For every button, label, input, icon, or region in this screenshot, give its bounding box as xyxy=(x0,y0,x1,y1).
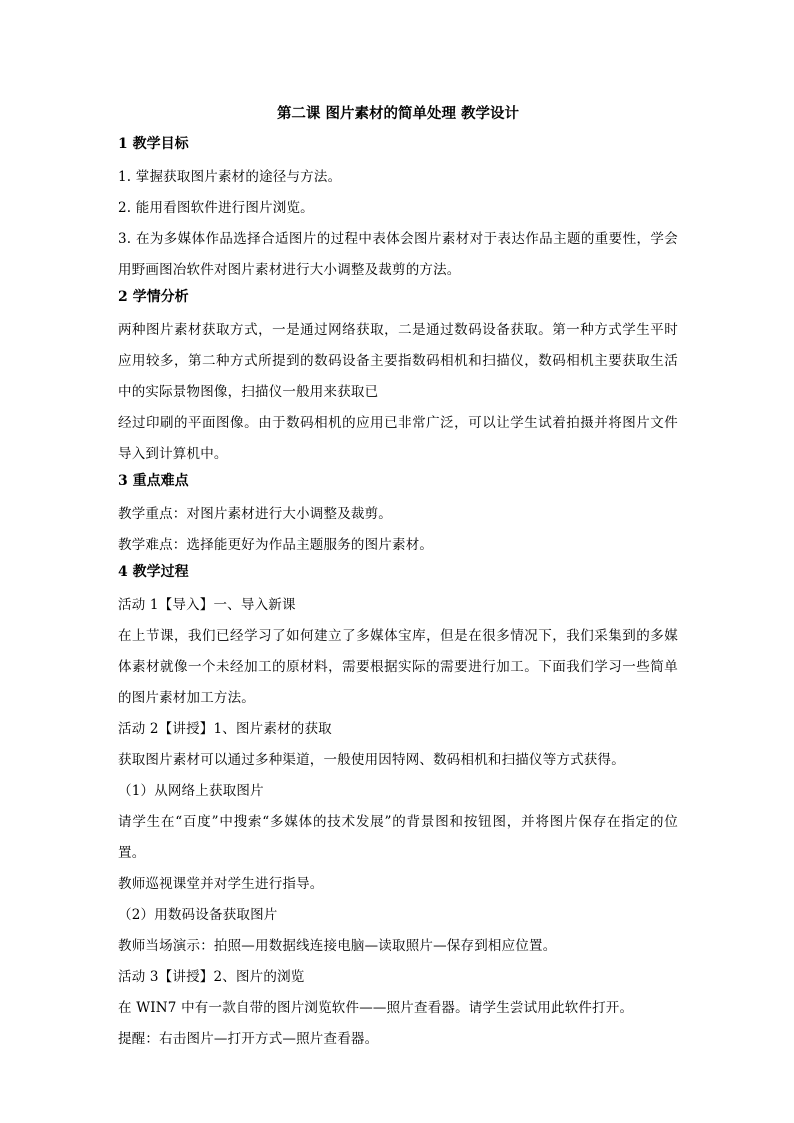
section-learner-analysis xyxy=(118,286,678,470)
section-heading: 3 重点难点 xyxy=(118,473,189,489)
paragraph: 活动 1【导入】一、导入新课 xyxy=(118,597,296,613)
paragraph: 3. 在为多媒体作品选择合适图片的过程中表体会图片素材对于表达作品主题的重要性，学会用野画图冶软件对图片素材进行大小调整及裁剪的方法。 xyxy=(118,231,678,278)
paragraph: 两种图片素材获取方式，一是通过网络获取，二是通过数码设备获取。第一种方式学生平时应用较多，第二种方式所提到的数码设备主要指数码相机和扫描仪，数码相机主要获取生活中的实际景物图像，扫描仪一般用来获取已 xyxy=(118,322,678,400)
paragraph: 教学重点：对图片素材进行大小调整及裁剪。 xyxy=(118,506,392,522)
section-key-points xyxy=(118,470,678,561)
paragraph: 教师当场演示：拍照—用数据线连接电脑—读取照片—保存到相应位置。 xyxy=(118,938,557,954)
paragraph: 获取图片素材可以通过多种渠道，一般使用因特网、数码相机和扫描仪等方式获得。 xyxy=(118,752,625,768)
paragraph: 教师巡视课堂并对学生进行指导。 xyxy=(118,876,324,892)
section-heading: 1 教学目标 xyxy=(118,136,189,152)
document-title: 第二课 图片素材的简单处理 教学设计 xyxy=(276,105,520,122)
paragraph: 1. 掌握获取图片素材的途径与方法。 xyxy=(118,169,342,185)
paragraph: 活动 2【讲授】1、图片素材的获取 xyxy=(118,721,332,737)
document-page xyxy=(118,103,678,1055)
paragraph: 教学难点：选择能更好为作品主题服务的图片素材。 xyxy=(118,537,434,553)
paragraph: （1）从网络上获取图片 xyxy=(118,783,264,799)
section-teaching-objectives xyxy=(118,133,678,286)
section-heading: 4 教学过程 xyxy=(118,564,189,580)
paragraph: 经过印刷的平面图像。由于数码相机的应用已非常广泛，可以让学生试着拍摄并将图片文件导入到计算机中。 xyxy=(118,415,678,462)
paragraph: 2. 能用看图软件进行图片浏览。 xyxy=(118,200,314,216)
paragraph: 活动 3【讲授】2、图片的浏览 xyxy=(118,969,305,985)
paragraph: 在 WIN7 中有一款自带的图片浏览软件——照片查看器。请学生尝试用此软件打开。 xyxy=(118,1000,634,1016)
paragraph: 在上节课，我们已经学习了如何建立了多媒体宝库，但是在很多情况下，我们采集到的多媒体素材就像一个未经加工的原材料，需要根据实际的需要进行加工。下面我们学习一些简单的图片素材加工方法。 xyxy=(118,628,678,706)
section-heading: 2 学情分析 xyxy=(118,289,189,305)
paragraph: （2）用数码设备获取图片 xyxy=(118,907,278,923)
section-teaching-process xyxy=(118,561,678,1055)
paragraph: 提醒：右击图片—打开方式—照片查看器。 xyxy=(118,1031,379,1047)
paragraph: 请学生在“百度”中搜索“多媒体的技术发展”的背景图和按钮图，并将图片保存在指定的位置。 xyxy=(118,814,678,861)
